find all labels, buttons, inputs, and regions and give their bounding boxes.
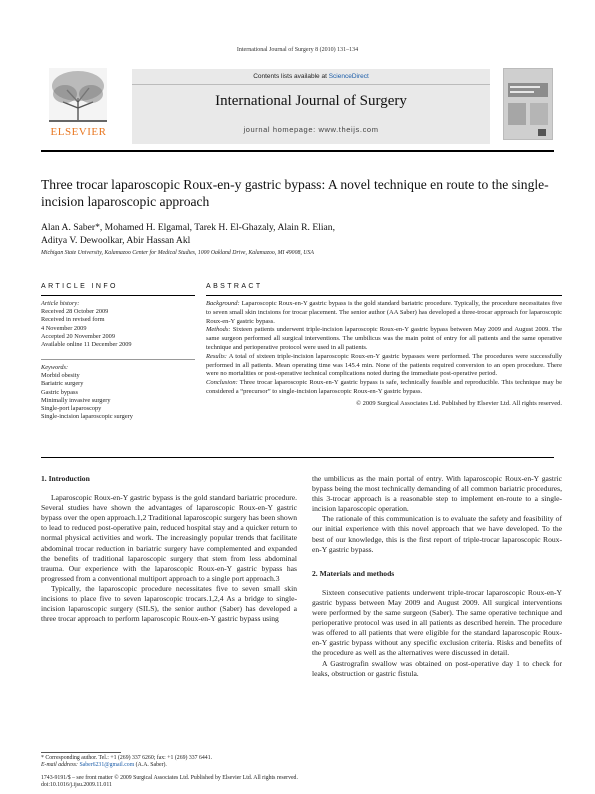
- doi-line: doi:10.1016/j.ijsu.2009.11.011: [41, 782, 112, 789]
- authors-line-2: Aditya V. Dewoolkar, Abir Hassan Akl: [41, 235, 191, 246]
- publisher-name: ELSEVIER: [50, 126, 107, 138]
- keyword-item: Single-port laparoscopy: [41, 405, 102, 413]
- journal-homepage[interactable]: journal homepage: www.theijs.com: [243, 125, 379, 134]
- history-label: Article history:: [41, 300, 80, 307]
- email-line: E-mail address: Saber6231@gmail.com (A.A. Saber).: [41, 762, 167, 769]
- keywords: [41, 364, 195, 421]
- abstract-bottom-rule: [41, 457, 554, 458]
- footnote-rule: [41, 752, 121, 753]
- issn-line: 1743-9191/$ – see front matter © 2009 Surgical Associates Ltd. Published by Elsevier Ltd. All rights reserved.: [41, 775, 298, 781]
- abstract-copyright: © 2009 Surgical Associates Ltd. Published by Elsevier Ltd. All rights reserved.: [356, 399, 562, 407]
- history-item: Received 28 October 2009: [41, 308, 109, 316]
- sciencedirect-link[interactable]: ScienceDirect: [328, 73, 369, 80]
- email-link[interactable]: Saber6231@gmail.com: [79, 762, 135, 769]
- abstract-rule: [206, 295, 562, 296]
- abstract-results: Results: A total of sixteen triple-incision laparoscopic Roux-en-Y gastric bypasses were performed. The procedures were successfully performed in all patients. Mean operating time was 145.4 min. None of the patients required conversion to an open procedure. There were no mortalities or post-operative technical complications noted during the immediate post-operative period.: [206, 352, 562, 378]
- abstract-methods: Methods: Sixteen patients underwent triple-incision laparoscopic Roux-en-Y gastric bypass between May 2009 and August 2009. The same surgeon performed all surgical interventions. The umbilicus was the main point of entry for all patients and the same operative technique and perioperative protocol were used in all patients.: [206, 326, 562, 351]
- journal-banner: [132, 69, 490, 144]
- intro-continued: the umbilicus as the main portal of entry. With laparoscopic Roux-en-Y gastric bypass being the most technically demanding of all common bariatric procedures, this 3-trocar approach is a reasonable step to implement en-route to a single-incision laparoscopic operation.: [312, 474, 562, 514]
- left-column: [41, 474, 297, 624]
- right-column: [312, 474, 562, 679]
- keyword-item: Single-incision laparoscopic surgery: [41, 413, 133, 421]
- corresponding-author: * Corresponding author. Tel.: +1 (269) 337 6260; fax: +1 (269) 337 6441.: [41, 755, 213, 761]
- elsevier-logo: [41, 68, 129, 140]
- history-item: 4 November 2009: [41, 324, 87, 332]
- affiliation: Michigan State University, Kalamazoo Center for Medical Studies, 1000 Oakland Drive, Kalamazoo, MI 49008, USA: [41, 250, 314, 256]
- article-info-rule: [41, 295, 195, 296]
- info-divider: [41, 359, 195, 360]
- contents-line: [132, 73, 490, 80]
- methods-paragraph-2: A Gastrografin swallow was obtained on post-operative day 1 to check for leaks, obstruction or gastric fistula.: [312, 658, 562, 678]
- article-title: Three trocar laparoscopic Roux-en-y gastric bypass: A novel technique en route to the single-incision laparoscopic approach: [41, 177, 549, 209]
- journal-title: International Journal of Surgery: [215, 93, 407, 109]
- header-rule: [41, 150, 554, 152]
- abstract-background: Background: Laparoscopic Roux-en-Y gastric bypass is the gold standard bariatric procedure. Typically, the procedure necessitates five to seven small skin incisions for trocar placement. The senior author (AA Saber) has developed a three-trocar approach for laparoscopic Roux-en-Y gastric bypass.: [206, 300, 562, 325]
- keyword-item: Bariatric surgery: [41, 380, 84, 388]
- author-list: [41, 221, 561, 247]
- history-item: Available online 11 December 2009: [41, 341, 132, 349]
- article-info-heading: ARTICLE INFO: [41, 283, 118, 290]
- keywords-label: Keywords:: [41, 364, 69, 371]
- keyword-item: Minimally invasive surgery: [41, 396, 111, 404]
- abstract-heading: ABSTRACT: [206, 283, 263, 290]
- contents-prefix: Contents lists available at: [253, 73, 329, 80]
- methods-paragraph-1: Sixteen consecutive patients underwent triple-trocar laparoscopic Roux-en-Y gastric bypass between May 2009 and August 2009. All surgical interventions were performed by the same surgeon (Saber). The same operative technique and perioperative protocol was used in all patients as described herein. The procedure was offered to all patients that were eligible for the standard laparoscopic Roux-en-Y gastric bypass without any specific exclusion criteria. Risks and benefits of the procedure as well as the alternatives were discussed in detail.: [312, 587, 562, 658]
- banner-divider: [132, 84, 490, 85]
- article-history: [41, 300, 195, 349]
- abstract-body: [206, 300, 562, 409]
- methods-heading: 2. Materials and methods: [312, 568, 395, 578]
- abstract-conclusion: Conclusion: Three trocar laparoscopic Roux-en-Y gastric bypass is safe, technically feasible and reproducible. This technique may be considered a “precursor” to single-incision laparoscopic Roux-en-Y gastric bypass.: [206, 379, 562, 395]
- intro-heading: 1. Introduction: [41, 474, 90, 483]
- rationale-paragraph: The rationale of this communication is to evaluate the safety and feasibility of our initial experience with this novel approach that we have developed. To the best of our knowledge, this is the first report of triple-trocar laparoscopic Roux-en-Y gastric bypass.: [312, 514, 562, 554]
- intro-paragraph-2: Typically, the laparoscopic procedure necessitates five to seven small skin incisions to place five to seven laparoscopic trocars.1,2,4 As a bridge to single-incision laparoscopic surgery (SILS), the senior author (Saber) has developed a three trocar approach to perform laparoscopic Roux-en-Y gastric bypass using: [41, 583, 297, 624]
- intro-paragraph-1: Laparoscopic Roux-en-Y gastric bypass is the gold standard bariatric procedure. Several studies have shown the advantages of laparoscopic Roux-en-Y gastric bypass over the open approach.1,2 Traditional laparoscopic surgery has been shown to lead to reduced post-operative pain, reduced hospital stay and a quicker return to normal physical activities and work. The increasingly popular trends that facilitate abdominal trocar reduction in bariatric surgery have complemented and expanded the benefits of traditional laparoscopic surgery that stem from less abdominal trauma. Our experience with the laparoscopic Roux-en-Y gastric bypass has progressed from a conventional multiport approach to a single port approach.3: [41, 493, 297, 583]
- keyword-item: Morbid obesity: [41, 372, 80, 380]
- history-item: Accepted 20 November 2009: [41, 332, 115, 340]
- footnote: [41, 755, 301, 770]
- keyword-item: Gastric bypass: [41, 388, 78, 396]
- history-item: Received in revised form: [41, 316, 105, 324]
- issn-doi: [41, 775, 461, 790]
- journal-cover-image: [503, 68, 553, 140]
- running-head: International Journal of Surgery 8 (2010) 131–134: [236, 47, 359, 53]
- authors-line-1: Alan A. Saber*, Mohamed H. Elgamal, Tarek H. El-Ghazaly, Alain R. Elian,: [41, 222, 335, 233]
